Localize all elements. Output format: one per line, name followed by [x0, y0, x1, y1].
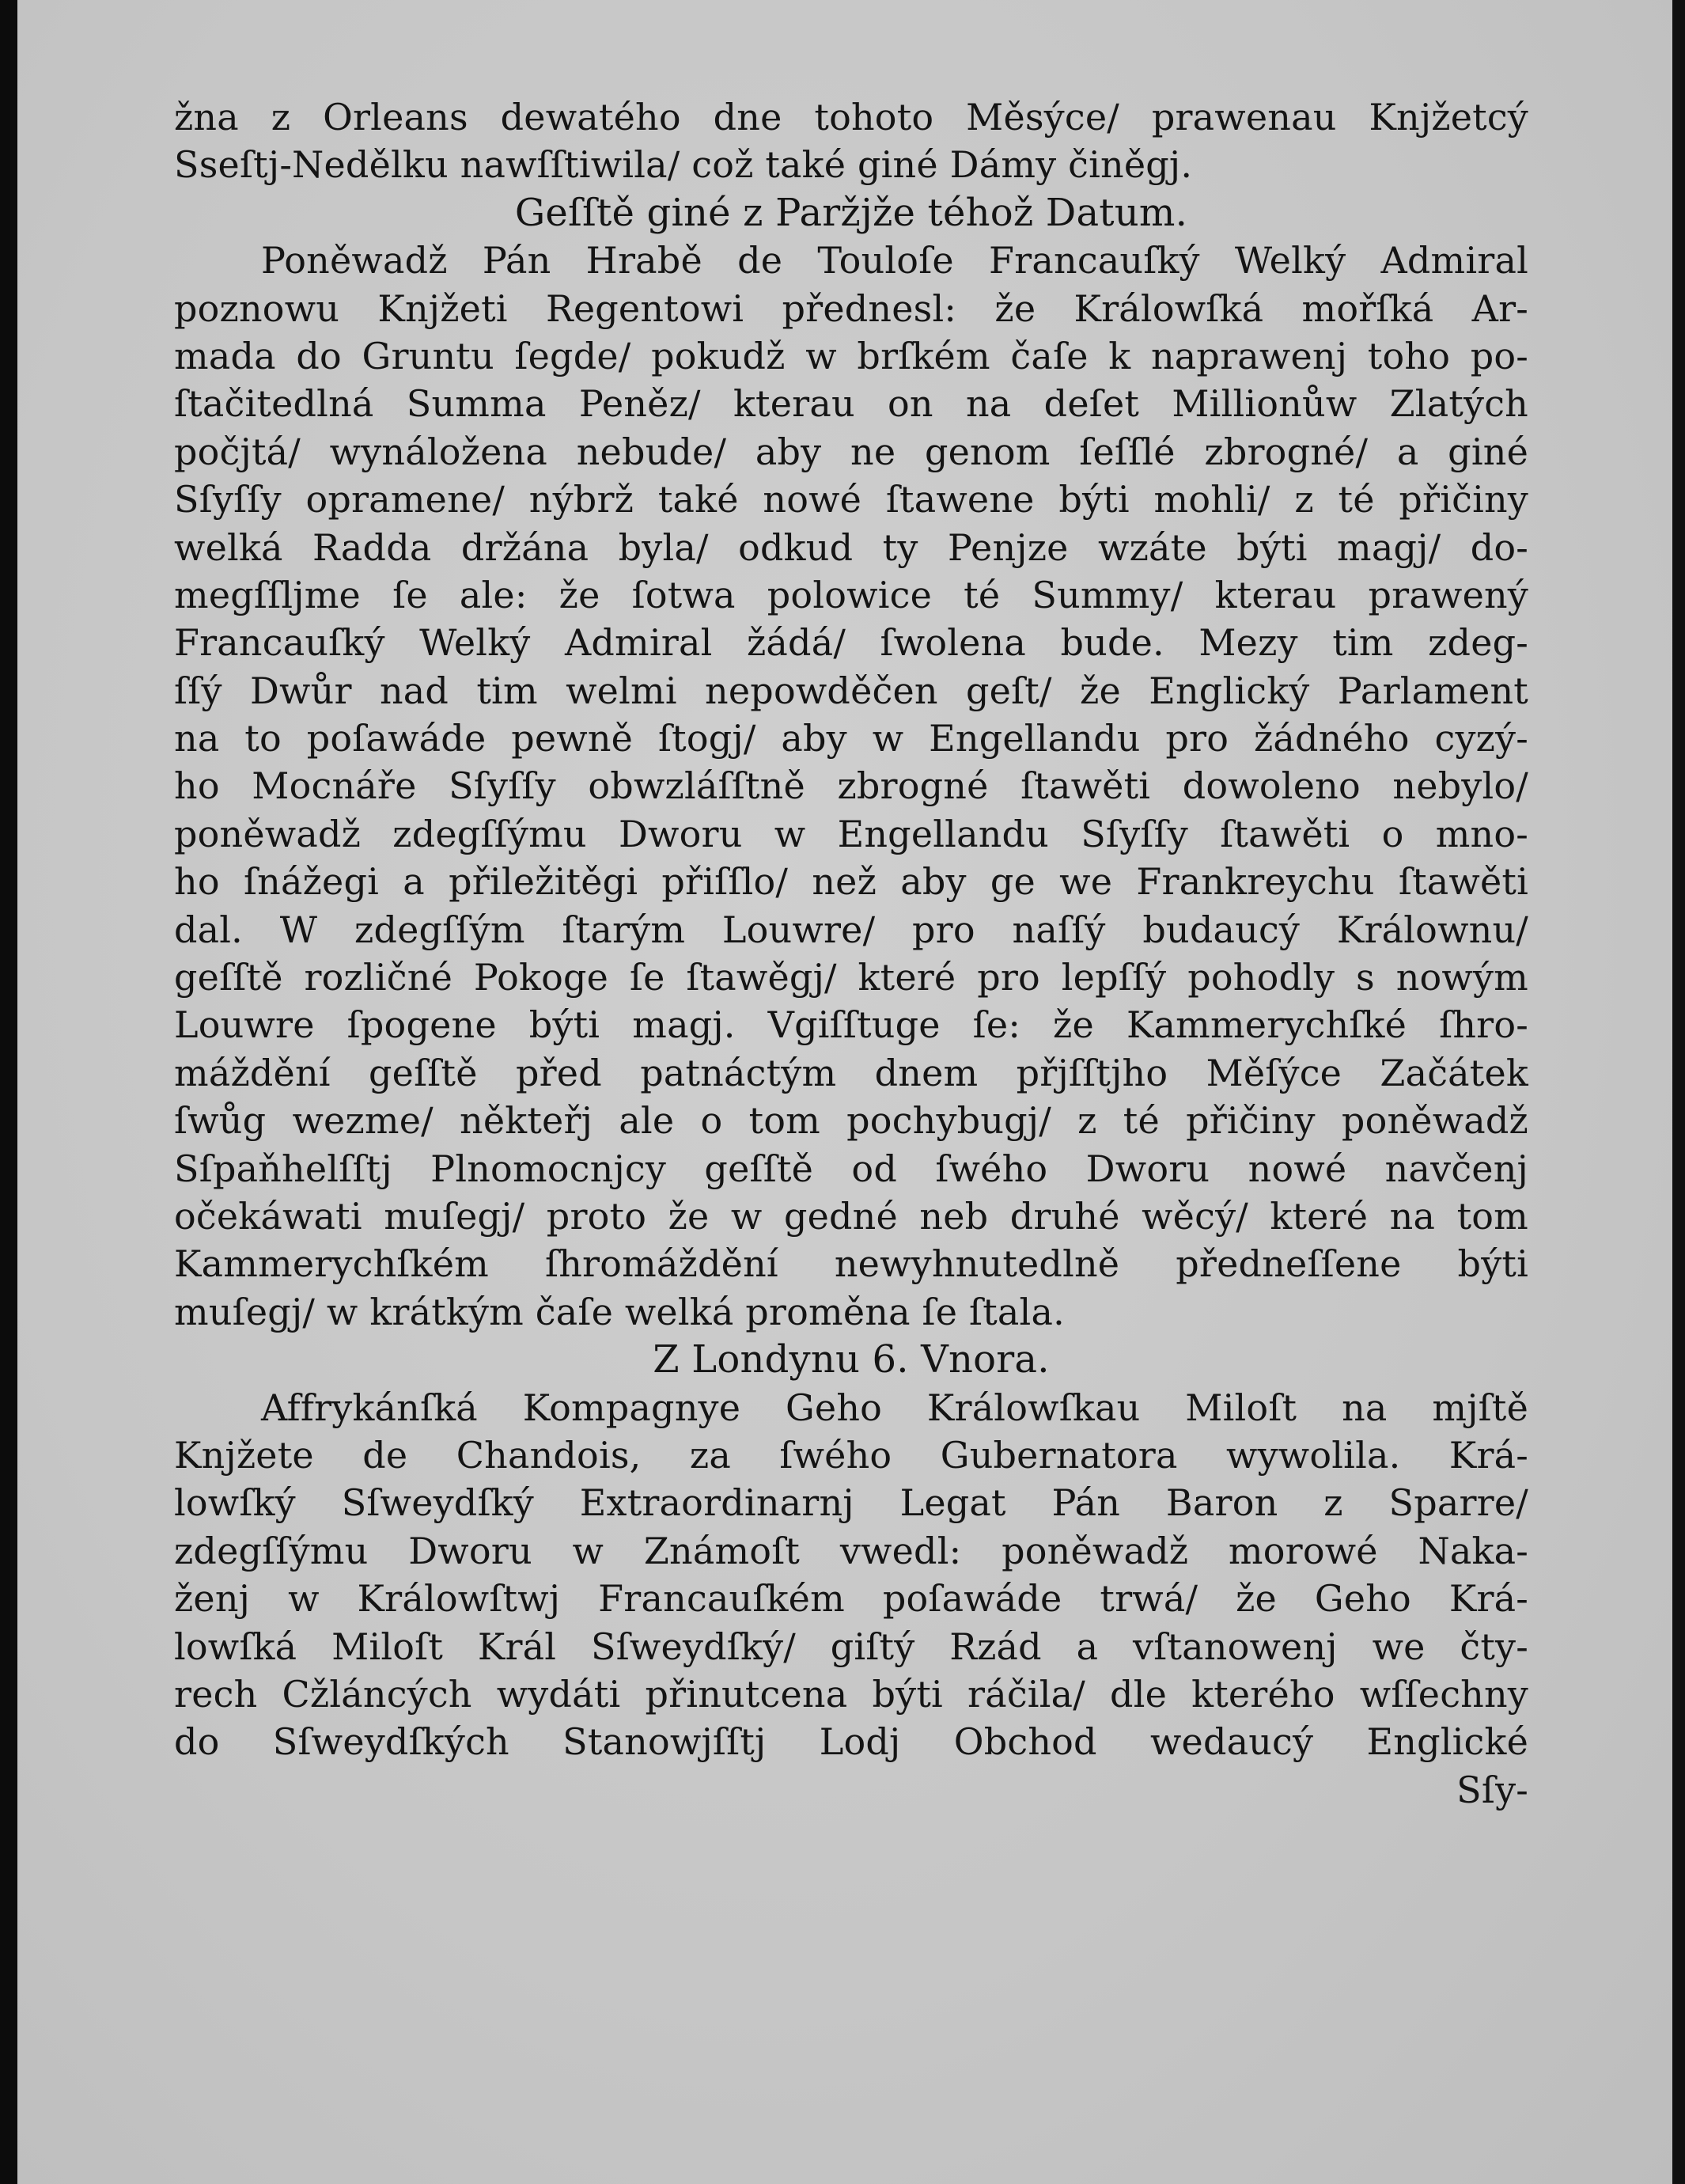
text-line: máždění geſſtě před patnáctým dnem přjſſtjho Měſýce Začátek	[174, 1051, 1528, 1094]
text-line: mada do Gruntu ſegde/ pokudž w brſkém čaſe k naprawenj toho po-	[174, 334, 1528, 377]
text-line: dal. W zdegſſým ſtarým Louwre/ pro naſſý budaucý Králownu/	[174, 908, 1528, 951]
text-line: geſſtě rozličné Pokoge ſe ſtawěgj/ které pro lepſſý pohodly s nowým	[174, 956, 1528, 999]
scanned-page	[17, 0, 1672, 2184]
page-text	[174, 93, 1528, 1814]
text-line: ženj w Králowſtwj Francauſkém poſawáde trwá/ že Geho Krá-	[174, 1577, 1528, 1621]
text-line: žna z Orleans dewatého dne tohoto Měsýce/ prawenau Knjžetcý	[174, 96, 1528, 138]
text-line: Sſyſſy opramene/ nýbrž také nowé ſtawene býti mohli/ z té přičiny	[174, 478, 1528, 521]
text-line: ſwůg wezme/ někteřj ale o tom pochybugj/ z té přičiny poněwadž	[174, 1099, 1528, 1143]
text-line: Francauſký Welký Admiral žádá/ ſwolena bude. Mezy tim zdeg-	[174, 621, 1528, 665]
section-heading: Geſſtě giné z Paržjže téhož Datum.	[514, 190, 1188, 235]
section-heading: Z Londynu 6. Vnora.	[653, 1337, 1050, 1382]
text-line: ho Mocnáře Sſyſſy obwzláſſtně zbrogné ſtawěti dowoleno nebylo/	[174, 764, 1528, 808]
text-line: lowſká Miloſt Král Sſweydſký/ giſtý Rzád a vſtanowenj we čty-	[174, 1625, 1528, 1668]
text-line: Knjžete de Chandois, za ſwého Gubernatora wywolila. Krá-	[174, 1433, 1528, 1477]
text-line: Sseſtj-Nedělku nawſſtiwila/ což také giné Dámy činěgj.	[174, 143, 1193, 187]
text-line: Sſpaňhelſſtj Plnomocnjcy geſſtě od ſwého Dworu nowé navčenj	[174, 1147, 1528, 1190]
text-line: megſſljme ſe ale: že ſotwa polowice té Summy/ kterau prawený	[174, 573, 1528, 616]
text-line: ſtačitedlná Summa Peněz/ kterau on na deſet Millionůw Zlatých	[174, 382, 1528, 426]
text-line: Louwre ſpogene býti magj. Vgiſſtuge ſe: že Kammerychſké ſhro-	[174, 1003, 1528, 1047]
text-line: ho ſnážegi a přiležitěgi přiſſlo/ než aby ge we Frankreychu ſtawěti	[174, 860, 1528, 904]
text-line: muſegj/ w krátkým čaſe welká proměna ſe ſtala.	[174, 1290, 1065, 1333]
text-line: očekáwati muſegj/ proto že w gedné neb druhé wěcý/ které na tom	[174, 1194, 1528, 1238]
text-line: rech Cžláncých wydáti přinutcena býti ráčila/ dle kterého wſſechny	[174, 1672, 1528, 1716]
text-line: welká Radda držána byla/ odkud ty Penjze wzáte býti magj/ do-	[174, 525, 1528, 569]
text-line: počjtá/ wynáložena nebude/ aby ne genom ſeſſlé zbrogné/ a giné	[174, 430, 1528, 473]
text-line: lowſký Sſweydſký Extraordinarnj Legat Pán Baron z Sparre/	[174, 1481, 1528, 1525]
text-line: Poněwadž Pán Hrabě de Touloſe Francauſký Welký Admiral	[261, 239, 1528, 282]
catchword: Sſy-	[1456, 1768, 1528, 1811]
text-line: ſſý Dwůr nad tim welmi nepowděčen geſt/ že Englický Parlament	[174, 669, 1528, 712]
text-line: Affrykánſká Kompagnye Geho Králowſkau Miloſt na mjſtě	[261, 1386, 1528, 1429]
text-line: poznowu Knjžeti Regentowi přednesl: že Králowſká mořſká Ar-	[174, 286, 1528, 330]
text-line: poněwadž zdegſſýmu Dworu w Engellandu Sſyſſy ſtawěti o mno-	[174, 812, 1528, 855]
scan-left-border	[0, 0, 17, 2184]
text-line: zdegſſýmu Dworu w Známoſt vwedl: poněwadž morowé Naka-	[174, 1529, 1528, 1572]
text-line: do Sſweydſkých Stanowjſſtj Lodj Obchod wedaucý Englické	[174, 1720, 1528, 1764]
text-line: na to poſawáde pewně ſtogj/ aby w Engellandu pro žádného cyzý-	[174, 717, 1528, 760]
text-line: Kammerychſkém ſhromáždění newyhnutedlně předneſſene býti	[174, 1242, 1528, 1286]
